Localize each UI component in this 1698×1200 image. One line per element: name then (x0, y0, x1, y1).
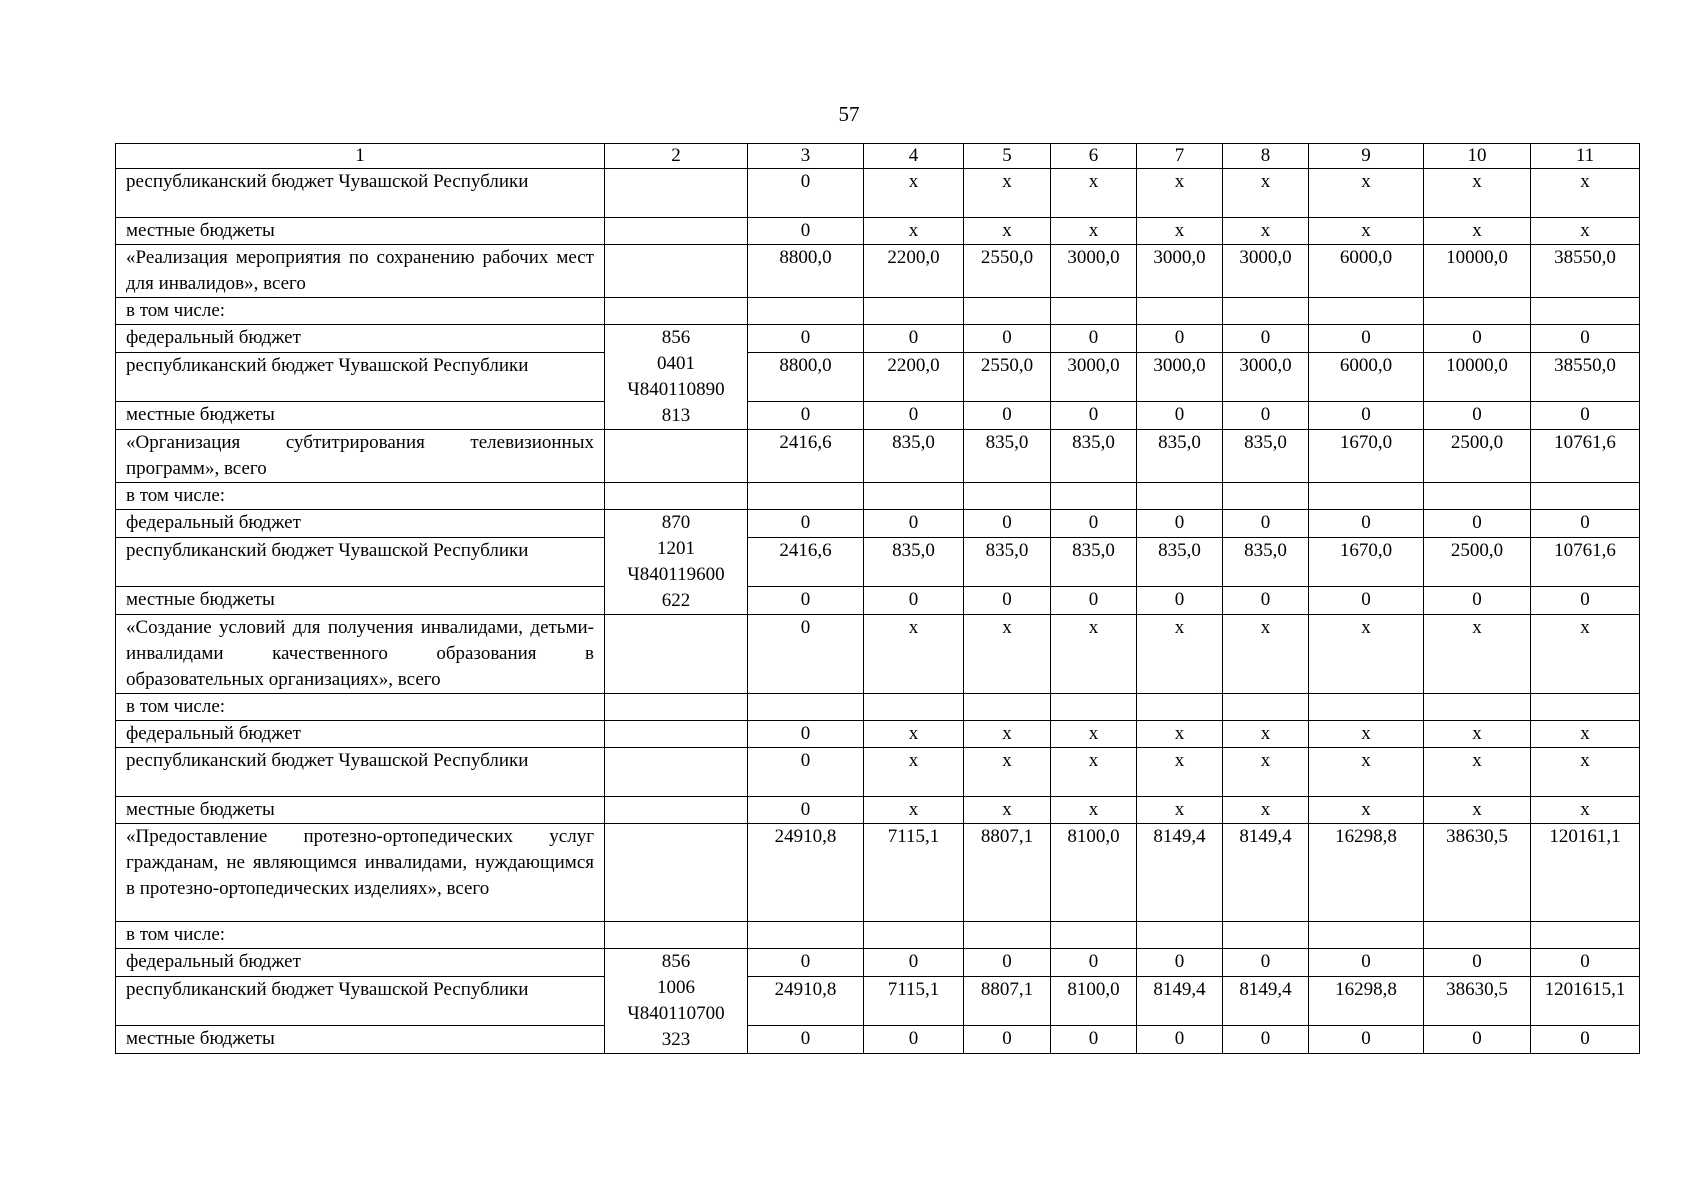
value-cell (964, 922, 1051, 949)
value-cell: 3000,0 (1137, 352, 1223, 402)
value-cell: x (1051, 721, 1137, 748)
value-cell: 3000,0 (1051, 245, 1137, 298)
value-cell: 16298,8 (1309, 976, 1424, 1026)
budget-code-line: 1006 (657, 977, 695, 998)
value-cell: 0 (1051, 325, 1137, 353)
row-label: местные бюджеты (116, 1026, 605, 1054)
value-cell: 0 (964, 510, 1051, 538)
value-cell: 835,0 (864, 537, 964, 587)
budget-code-cell (605, 245, 748, 298)
table-header-row (116, 144, 1640, 169)
row-label: федеральный бюджет (116, 510, 605, 538)
budget-code-cell (605, 169, 748, 218)
value-cell (1051, 483, 1137, 510)
table-row (116, 483, 1640, 510)
value-cell: 0 (1424, 325, 1531, 353)
value-cell (1424, 694, 1531, 721)
value-cell: x (1137, 169, 1223, 218)
value-cell: 0 (964, 402, 1051, 430)
value-cell: x (864, 748, 964, 797)
table-row (116, 325, 1640, 353)
value-cell (1137, 298, 1223, 325)
budget-code-line: 0401 (657, 353, 695, 374)
table-row (116, 245, 1640, 298)
value-cell: 0 (1531, 402, 1640, 430)
budget-code-line: Ч840110700 (627, 1003, 725, 1024)
value-cell: 3000,0 (1223, 352, 1309, 402)
column-header-3: 3 (748, 144, 864, 169)
value-cell (864, 298, 964, 325)
value-cell: 10000,0 (1424, 352, 1531, 402)
row-label: республиканский бюджет Чувашской Республики (116, 352, 605, 402)
value-cell: 6000,0 (1309, 245, 1424, 298)
value-cell: 2500,0 (1424, 430, 1531, 483)
row-label: местные бюджеты (116, 218, 605, 245)
value-cell: x (1424, 797, 1531, 824)
value-cell: x (1531, 721, 1640, 748)
table-row (116, 824, 1640, 922)
value-cell: 0 (1137, 1026, 1223, 1054)
row-label: «Организация субтитрирования телевизионных программ», всего (116, 430, 605, 483)
value-cell: x (1424, 169, 1531, 218)
value-cell: 0 (1309, 587, 1424, 615)
value-cell: 0 (748, 721, 864, 748)
row-label: «Предоставление протезно-ортопедических услуг гражданам, не являющимся инвалидами, нуждающимся в протезно-ортопедических изделиях», всего (116, 824, 605, 922)
budget-code-line: 870 (661, 512, 691, 533)
value-cell: x (964, 748, 1051, 797)
value-cell: x (1137, 748, 1223, 797)
row-label: в том числе: (116, 298, 605, 325)
value-cell (1223, 483, 1309, 510)
value-cell: x (1531, 615, 1640, 694)
table-row (116, 510, 1640, 538)
value-cell: 0 (1424, 402, 1531, 430)
column-header-8: 8 (1223, 144, 1309, 169)
value-cell: 835,0 (964, 537, 1051, 587)
row-label: республиканский бюджет Чувашской Республики (116, 537, 605, 587)
value-cell: 0 (964, 1026, 1051, 1054)
value-cell: 0 (864, 325, 964, 353)
value-cell: x (1223, 218, 1309, 245)
budget-code-cell (605, 298, 748, 325)
table-row (116, 797, 1640, 824)
value-cell: 3000,0 (1051, 352, 1137, 402)
value-cell: 0 (1137, 949, 1223, 977)
value-cell (1424, 298, 1531, 325)
value-cell (1309, 922, 1424, 949)
value-cell: x (1531, 748, 1640, 797)
budget-code-line: 622 (661, 590, 691, 611)
value-cell: 8807,1 (964, 824, 1051, 922)
row-label: республиканский бюджет Чувашской Республики (116, 748, 605, 797)
value-cell: x (1531, 218, 1640, 245)
value-cell: 10761,6 (1531, 430, 1640, 483)
value-cell (964, 483, 1051, 510)
value-cell: 10000,0 (1424, 245, 1531, 298)
value-cell: x (1137, 615, 1223, 694)
value-cell (1424, 483, 1531, 510)
value-cell: 0 (1531, 510, 1640, 538)
value-cell (1223, 298, 1309, 325)
value-cell: 0 (748, 510, 864, 538)
value-cell (748, 298, 864, 325)
value-cell: x (1051, 748, 1137, 797)
value-cell: 0 (1051, 949, 1137, 977)
column-header-2: 2 (605, 144, 748, 169)
table-row (116, 615, 1640, 694)
table-row (116, 402, 1640, 430)
value-cell: 2200,0 (864, 352, 964, 402)
budget-code-cell (605, 922, 748, 949)
value-cell (748, 483, 864, 510)
value-cell: x (1223, 615, 1309, 694)
value-cell: 7115,1 (864, 976, 964, 1026)
budget-code-cell (605, 694, 748, 721)
value-cell: x (1424, 218, 1531, 245)
value-cell: 0 (1309, 949, 1424, 977)
row-label: местные бюджеты (116, 587, 605, 615)
value-cell: x (1051, 218, 1137, 245)
row-label: в том числе: (116, 483, 605, 510)
value-cell: 38550,0 (1531, 245, 1640, 298)
value-cell (964, 298, 1051, 325)
value-cell: 0 (1531, 1026, 1640, 1054)
table-row (116, 748, 1640, 797)
value-cell: 0 (1223, 510, 1309, 538)
value-cell: x (864, 721, 964, 748)
value-cell: x (1309, 797, 1424, 824)
value-cell: 0 (864, 949, 964, 977)
value-cell: 0 (748, 587, 864, 615)
value-cell: 0 (864, 510, 964, 538)
value-cell: x (1424, 748, 1531, 797)
budget-code-cell (605, 430, 748, 483)
value-cell: 0 (1137, 587, 1223, 615)
value-cell: 835,0 (964, 430, 1051, 483)
value-cell: 0 (748, 169, 864, 218)
value-cell: x (864, 615, 964, 694)
value-cell: 8149,4 (1137, 824, 1223, 922)
value-cell: 835,0 (1051, 430, 1137, 483)
page-number: 57 (838, 102, 860, 126)
row-label: республиканский бюджет Чувашской Республики (116, 976, 605, 1026)
budget-table (115, 143, 1640, 1054)
value-cell: 0 (964, 587, 1051, 615)
value-cell: 835,0 (1137, 537, 1223, 587)
value-cell: 38550,0 (1531, 352, 1640, 402)
value-cell: x (1309, 169, 1424, 218)
value-cell: 835,0 (864, 430, 964, 483)
value-cell: 38630,5 (1424, 976, 1531, 1026)
value-cell (864, 694, 964, 721)
column-header-6: 6 (1051, 144, 1137, 169)
value-cell: 8149,4 (1137, 976, 1223, 1026)
value-cell: x (964, 218, 1051, 245)
value-cell: x (1309, 721, 1424, 748)
table-row (116, 587, 1640, 615)
value-cell: 0 (1309, 402, 1424, 430)
table-row (116, 537, 1640, 587)
value-cell: x (964, 615, 1051, 694)
table-row (116, 976, 1640, 1026)
value-cell (964, 694, 1051, 721)
value-cell (1531, 922, 1640, 949)
budget-code-line: 856 (661, 327, 691, 348)
value-cell: 835,0 (1223, 430, 1309, 483)
value-cell: x (864, 218, 964, 245)
value-cell (1051, 922, 1137, 949)
budget-code-line: 323 (661, 1029, 691, 1050)
value-cell: x (1309, 748, 1424, 797)
value-cell: x (1531, 169, 1640, 218)
value-cell: x (1309, 615, 1424, 694)
value-cell: 2550,0 (964, 245, 1051, 298)
value-cell: x (1137, 797, 1223, 824)
table-row (116, 352, 1640, 402)
value-cell: 120161,1 (1531, 824, 1640, 922)
value-cell: 0 (964, 325, 1051, 353)
value-cell (864, 922, 964, 949)
value-cell: 1670,0 (1309, 430, 1424, 483)
table-row (116, 218, 1640, 245)
row-label: федеральный бюджет (116, 325, 605, 353)
value-cell (1531, 483, 1640, 510)
value-cell (1531, 694, 1640, 721)
table-row (116, 298, 1640, 325)
value-cell: 0 (864, 402, 964, 430)
value-cell: 0 (964, 949, 1051, 977)
value-cell: 0 (1223, 1026, 1309, 1054)
value-cell (864, 483, 964, 510)
value-cell (1137, 922, 1223, 949)
value-cell (1531, 298, 1640, 325)
table-row (116, 949, 1640, 977)
value-cell: x (1223, 797, 1309, 824)
budget-code-cell (605, 615, 748, 694)
value-cell (1137, 694, 1223, 721)
value-cell (1309, 298, 1424, 325)
value-cell: 0 (1137, 402, 1223, 430)
value-cell: x (864, 169, 964, 218)
value-cell: 0 (1223, 587, 1309, 615)
value-cell: 0 (1223, 325, 1309, 353)
value-cell: 0 (1531, 949, 1640, 977)
row-label: «Создание условий для получения инвалидами, детьми-инвалидами качественного образования в образовательных организациях», всего (116, 615, 605, 694)
value-cell: 7115,1 (864, 824, 964, 922)
budget-code-cell (605, 218, 748, 245)
value-cell: 8100,0 (1051, 976, 1137, 1026)
value-cell: x (1051, 797, 1137, 824)
value-cell: 0 (864, 587, 964, 615)
table-row (116, 721, 1640, 748)
value-cell: 8149,4 (1223, 824, 1309, 922)
row-label: местные бюджеты (116, 797, 605, 824)
budget-code-line: Ч840110890 (627, 379, 725, 400)
value-cell: 0 (1309, 510, 1424, 538)
value-cell: 0 (1424, 949, 1531, 977)
value-cell: x (1137, 721, 1223, 748)
value-cell: 38630,5 (1424, 824, 1531, 922)
value-cell: x (964, 797, 1051, 824)
table-row (116, 694, 1640, 721)
value-cell: 3000,0 (1223, 245, 1309, 298)
value-cell (1309, 483, 1424, 510)
row-label: федеральный бюджет (116, 949, 605, 977)
value-cell: x (1309, 218, 1424, 245)
budget-code-cell (605, 949, 748, 1054)
value-cell: 0 (1424, 587, 1531, 615)
value-cell: x (1051, 169, 1137, 218)
row-label: республиканский бюджет Чувашской Республики (116, 169, 605, 218)
budget-code-cell (605, 824, 748, 922)
value-cell: 0 (1531, 325, 1640, 353)
column-header-7: 7 (1137, 144, 1223, 169)
value-cell: 1201615,1 (1531, 976, 1640, 1026)
column-header-10: 10 (1424, 144, 1531, 169)
value-cell: 0 (748, 402, 864, 430)
value-cell: 2500,0 (1424, 537, 1531, 587)
value-cell: 2200,0 (864, 245, 964, 298)
value-cell: 0 (1051, 587, 1137, 615)
value-cell: x (1223, 721, 1309, 748)
value-cell: x (1424, 721, 1531, 748)
value-cell: 0 (1051, 1026, 1137, 1054)
row-label: в том числе: (116, 694, 605, 721)
value-cell: 1670,0 (1309, 537, 1424, 587)
value-cell: 0 (1051, 510, 1137, 538)
budget-code-cell (605, 748, 748, 797)
value-cell: x (864, 797, 964, 824)
table-body (116, 144, 1640, 1054)
table-row (116, 922, 1640, 949)
value-cell: 0 (1051, 402, 1137, 430)
value-cell: 8800,0 (748, 245, 864, 298)
budget-code-cell (605, 325, 748, 430)
value-cell: 2550,0 (964, 352, 1051, 402)
table-row (116, 169, 1640, 218)
value-cell: 0 (1424, 1026, 1531, 1054)
value-cell (748, 922, 864, 949)
value-cell: 0 (1424, 510, 1531, 538)
value-cell (1051, 298, 1137, 325)
value-cell (748, 694, 864, 721)
value-cell: 0 (1309, 325, 1424, 353)
value-cell: 0 (748, 615, 864, 694)
value-cell: 0 (748, 218, 864, 245)
value-cell: 0 (1531, 587, 1640, 615)
value-cell (1309, 694, 1424, 721)
value-cell: 8149,4 (1223, 976, 1309, 1026)
value-cell: x (1424, 615, 1531, 694)
value-cell: 8807,1 (964, 976, 1051, 1026)
value-cell: 6000,0 (1309, 352, 1424, 402)
value-cell: 2416,6 (748, 537, 864, 587)
budget-code-line: Ч840119600 (627, 564, 725, 585)
value-cell: 2416,6 (748, 430, 864, 483)
table-row (116, 1026, 1640, 1054)
column-header-1: 1 (116, 144, 605, 169)
value-cell: 0 (1137, 325, 1223, 353)
budget-code-line: 813 (661, 405, 691, 426)
column-header-9: 9 (1309, 144, 1424, 169)
value-cell: x (964, 721, 1051, 748)
value-cell (1223, 694, 1309, 721)
value-cell: 24910,8 (748, 976, 864, 1026)
value-cell: x (1223, 748, 1309, 797)
value-cell: 16298,8 (1309, 824, 1424, 922)
value-cell: 24910,8 (748, 824, 864, 922)
value-cell (1424, 922, 1531, 949)
value-cell: 0 (748, 748, 864, 797)
table-row (116, 430, 1640, 483)
budget-code-cell (605, 797, 748, 824)
column-header-11: 11 (1531, 144, 1640, 169)
row-label: местные бюджеты (116, 402, 605, 430)
value-cell: 3000,0 (1137, 245, 1223, 298)
value-cell: 0 (748, 949, 864, 977)
value-cell: 835,0 (1223, 537, 1309, 587)
budget-code-line: 1201 (657, 538, 695, 559)
value-cell: x (964, 169, 1051, 218)
value-cell: 8100,0 (1051, 824, 1137, 922)
value-cell: 10761,6 (1531, 537, 1640, 587)
value-cell: 8800,0 (748, 352, 864, 402)
value-cell: 835,0 (1137, 430, 1223, 483)
value-cell: x (1223, 169, 1309, 218)
value-cell: 0 (1309, 1026, 1424, 1054)
row-label: в том числе: (116, 922, 605, 949)
value-cell: 0 (748, 797, 864, 824)
row-label: «Реализация мероприятия по сохранению рабочих мест для инвалидов», всего (116, 245, 605, 298)
value-cell: x (1531, 797, 1640, 824)
value-cell: 0 (1137, 510, 1223, 538)
value-cell (1137, 483, 1223, 510)
row-label: федеральный бюджет (116, 721, 605, 748)
value-cell (1223, 922, 1309, 949)
value-cell: 0 (864, 1026, 964, 1054)
value-cell (1051, 694, 1137, 721)
value-cell: 0 (748, 1026, 864, 1054)
budget-code-line: 856 (661, 951, 691, 972)
value-cell: 835,0 (1051, 537, 1137, 587)
value-cell: x (1137, 218, 1223, 245)
value-cell: 0 (1223, 949, 1309, 977)
column-header-5: 5 (964, 144, 1051, 169)
value-cell: 0 (748, 325, 864, 353)
budget-code-cell (605, 483, 748, 510)
budget-code-cell (605, 510, 748, 615)
column-header-4: 4 (864, 144, 964, 169)
value-cell: x (1051, 615, 1137, 694)
budget-code-cell (605, 721, 748, 748)
value-cell: 0 (1223, 402, 1309, 430)
